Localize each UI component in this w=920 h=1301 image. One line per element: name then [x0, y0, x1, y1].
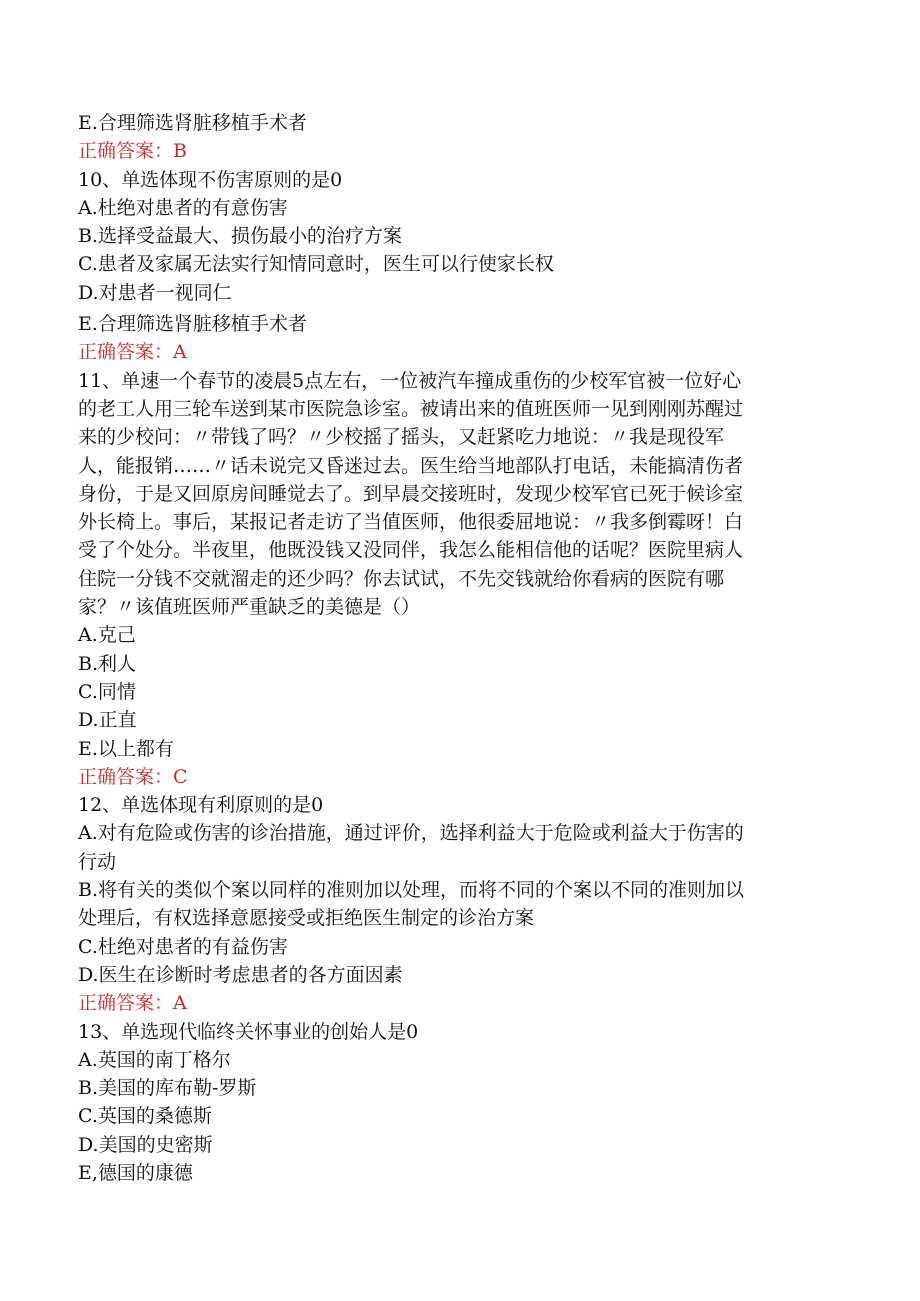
- answer-line: 正确答案：A: [78, 341, 187, 364]
- question-line: 来的少校问：〃带钱了吗？〃少校摇了摇头，又赶紧吃力地说：〃我是现役军: [78, 426, 725, 449]
- question-line: 外长椅上。事后，某报记者走访了当值医师，他很委屈地说：〃我多倒霉呀！白: [78, 511, 744, 534]
- question-line: 13、单选现代临终关怀事业的创始人是0: [78, 1020, 419, 1043]
- option-line: C.英国的桑德斯: [78, 1105, 212, 1128]
- question-line: 受了个处分。半夜里，他既没钱又没同伴，我怎么能相信他的话呢？医院里病人: [78, 539, 744, 562]
- option-line: E,德国的康德: [78, 1161, 193, 1184]
- option-line: D.美国的史密斯: [78, 1133, 213, 1156]
- option-line: B.选择受益最大、损伤最小的治疗方案: [78, 225, 403, 248]
- option-line: A.对有危险或伤害的诊治措施，通过评价，选择利益大于危险或利益大于伤害的: [78, 822, 744, 845]
- option-line: 处理后，有权选择意愿接受或拒绝医生制定的诊治方案: [78, 907, 535, 930]
- document-page: [78, 109, 858, 1187]
- option-line: D.正直: [78, 709, 137, 732]
- answer-line: 正确答案：B: [78, 140, 187, 163]
- question-line: 家？〃该值班医师严重缺乏的美德是（）: [78, 596, 421, 619]
- question-line: 住院一分钱不交就溜走的还少吗？你去试试，不先交钱就给你看病的医院有哪: [78, 567, 725, 590]
- question-line: 11、单速一个春节的凌晨5点左右，一位被汽车撞成重伤的少校军官被一位好心: [78, 369, 742, 392]
- option-line: A.杜绝对患者的有意伤害: [78, 196, 288, 219]
- option-line: E.合理筛选肾脏移植手术者: [78, 313, 307, 336]
- option-line: A.英国的南丁格尔: [78, 1048, 231, 1071]
- option-line: C.同情: [78, 680, 136, 703]
- answer-line: 正确答案：C: [78, 765, 188, 788]
- option-line: D.对患者一视同仁: [78, 281, 232, 304]
- option-line: B.将有关的类似个案以同样的准则加以处理，而将不同的个案以不同的准则加以: [78, 879, 745, 902]
- option-line: B.美国的库布勒-罗斯: [78, 1077, 257, 1100]
- question-line: 12、单选体现有利原则的是0: [78, 794, 324, 817]
- question-line: 的老工人用三轮车送到某市医院急诊室。被请出来的值班医师一见到刚刚苏醒过: [78, 397, 744, 420]
- option-line: E.合理筛选肾脏移植手术者: [78, 112, 307, 134]
- answer-line: 正确答案：A: [78, 992, 187, 1015]
- question-line: 人，能报销……〃话未说完又昏迷过去。医生给当地部队打电话，未能搞清伤者: [78, 454, 744, 477]
- option-line: E.以上都有: [78, 737, 174, 760]
- option-line: B.利人: [78, 652, 137, 675]
- option-line: C.患者及家属无法实行知情同意时，医生可以行使家长权: [78, 253, 554, 276]
- option-line: A.克己: [78, 624, 136, 647]
- option-line: D.医生在诊断时考虑患者的各方面因素: [78, 963, 403, 986]
- option-line: 行动: [78, 850, 117, 873]
- question-line: 10、单选体现不伤害原则的是0: [78, 168, 343, 191]
- option-line: C.杜绝对患者的有益伤害: [78, 935, 288, 958]
- question-line: 身份，于是又回原房间睡觉去了。到早晨交接班时，发现少校军官已死于候诊室: [78, 482, 744, 505]
